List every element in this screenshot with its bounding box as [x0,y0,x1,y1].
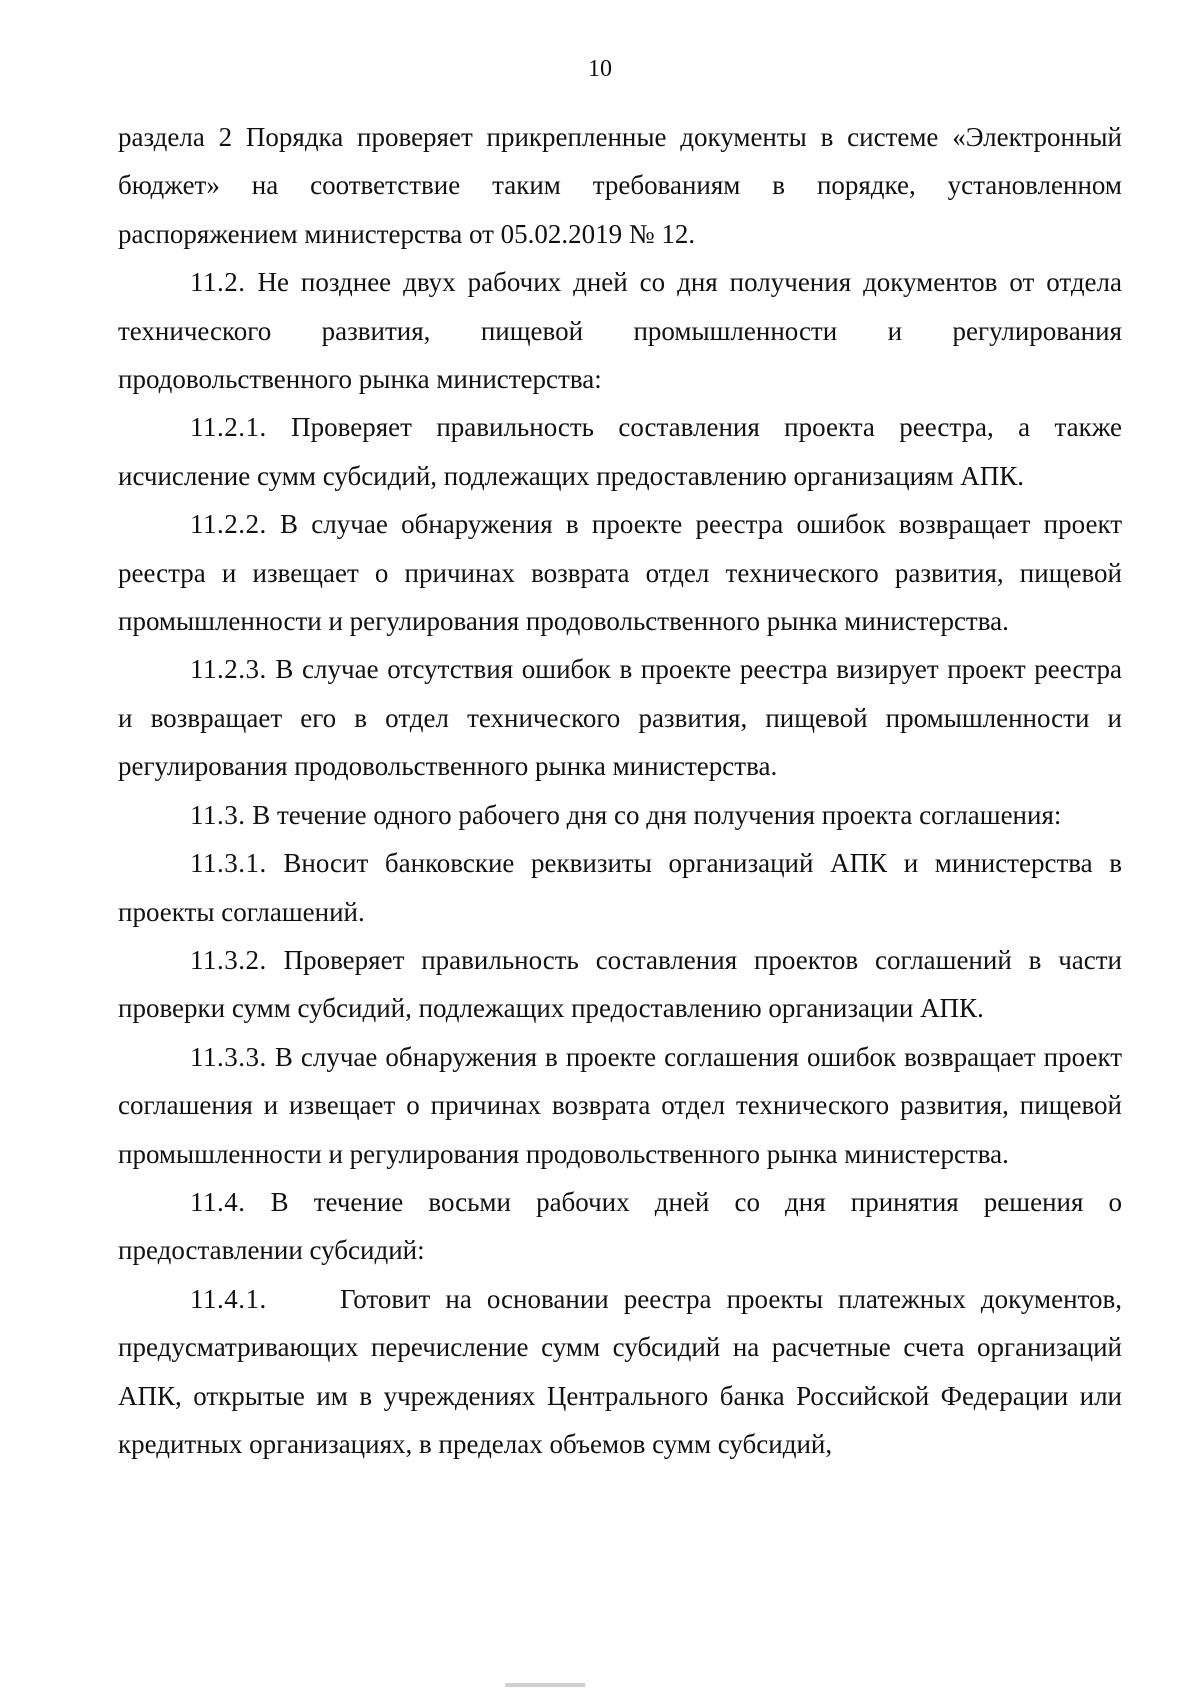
paragraph-11-2-1 [118,403,1122,500]
document-body [118,113,1122,1468]
paragraph-11-4 [118,1178,1122,1275]
paragraph-11-3-3 [118,1033,1122,1178]
paragraph-text: В течение восьми рабочих дней со дня принятия решения о предоставлении субсидий: [118,1186,1122,1266]
paragraph-11-3 [118,791,1122,839]
page-number: 10 [588,56,612,82]
paragraph-text: В случае обнаружения в проекте соглашения ошибок возвращает проект соглашения и извещает о причинах возврата отдел технического развития, пищевой промышленности и регулирования продовольственного рынка министерства. [118,1041,1123,1169]
paragraph-text: В случае отсутствия ошибок в проекте реестра визирует проект реестра и возвращает его в отдел технического развития, пищевой промышленности и регулирования продовольственного рынка министерства. [118,654,1123,782]
paragraph-text: В случае обнаружения в проекте реестра ошибок возвращает проект реестра и извещает о причинах возврата отдел технического развития, пищевой промышленности и регулирования продовольственного рынка министерства. [118,509,1123,637]
scan-artifact-mark [505,1683,585,1687]
paragraph-text: Проверяет правильность составления проектов соглашений в части проверки сумм субсидий, подлежащих предоставлению организации АПК. [118,944,1123,1024]
clause-number: 11.2.2. [190,509,267,540]
clause-number: 11.3.3. [190,1041,267,1072]
paragraph-11-2-3 [118,645,1122,790]
clause-number: 11.2.1. [190,412,267,443]
clause-number: 11.2.3. [190,654,267,685]
paragraph-text: раздела 2 Порядка проверяет прикрепленные документы в системе «Электронный бюджет» на соответствие таким требованиям в порядке, установленном распоряжением министерства от 05.02.2019 № 12. [118,122,1122,249]
clause-number: 11.2. [190,267,246,298]
paragraph-11-3-2 [118,936,1122,1033]
paragraph-text: Вносит банковские реквизиты организаций АПК и министерства в проекты соглашений. [118,848,1122,927]
paragraph-text: Не позднее двух рабочих дней со дня получения документов от отдела технического развития, пищевой промышленности и регулирования продовольственного рынка министерства: [118,267,1122,395]
clause-number: 11.3.2. [190,944,267,975]
clause-number: 11.3.1. [190,848,267,879]
clause-number: 11.4. [190,1186,246,1217]
paragraph-11-4-1 [118,1275,1122,1469]
paragraph-text: В течение одного рабочего дня со дня получения проекта соглашения: [252,799,1062,830]
clause-number: 11.3. [190,799,246,830]
clause-number: 11.4.1. [190,1283,267,1314]
paragraph-11-3-1 [118,839,1122,936]
paragraph-text: Проверяет правильность составления проекта реестра, а также исчисление сумм субсидий, подлежащих предоставлению организациям АПК. [118,412,1123,491]
paragraph-continuation [118,113,1122,258]
paragraph-11-2-2 [118,500,1122,645]
paragraph-text: Готовит на основании реестра проекты платежных документов, предусматривающих перечисление сумм субсидий на расчетные счета организаций АПК, открытые им в учреждениях Центрального банка Российской Федерации или кредитных организациях, в пределах объемов сумм субсидий, [118,1283,1122,1459]
paragraph-11-2 [118,258,1122,403]
